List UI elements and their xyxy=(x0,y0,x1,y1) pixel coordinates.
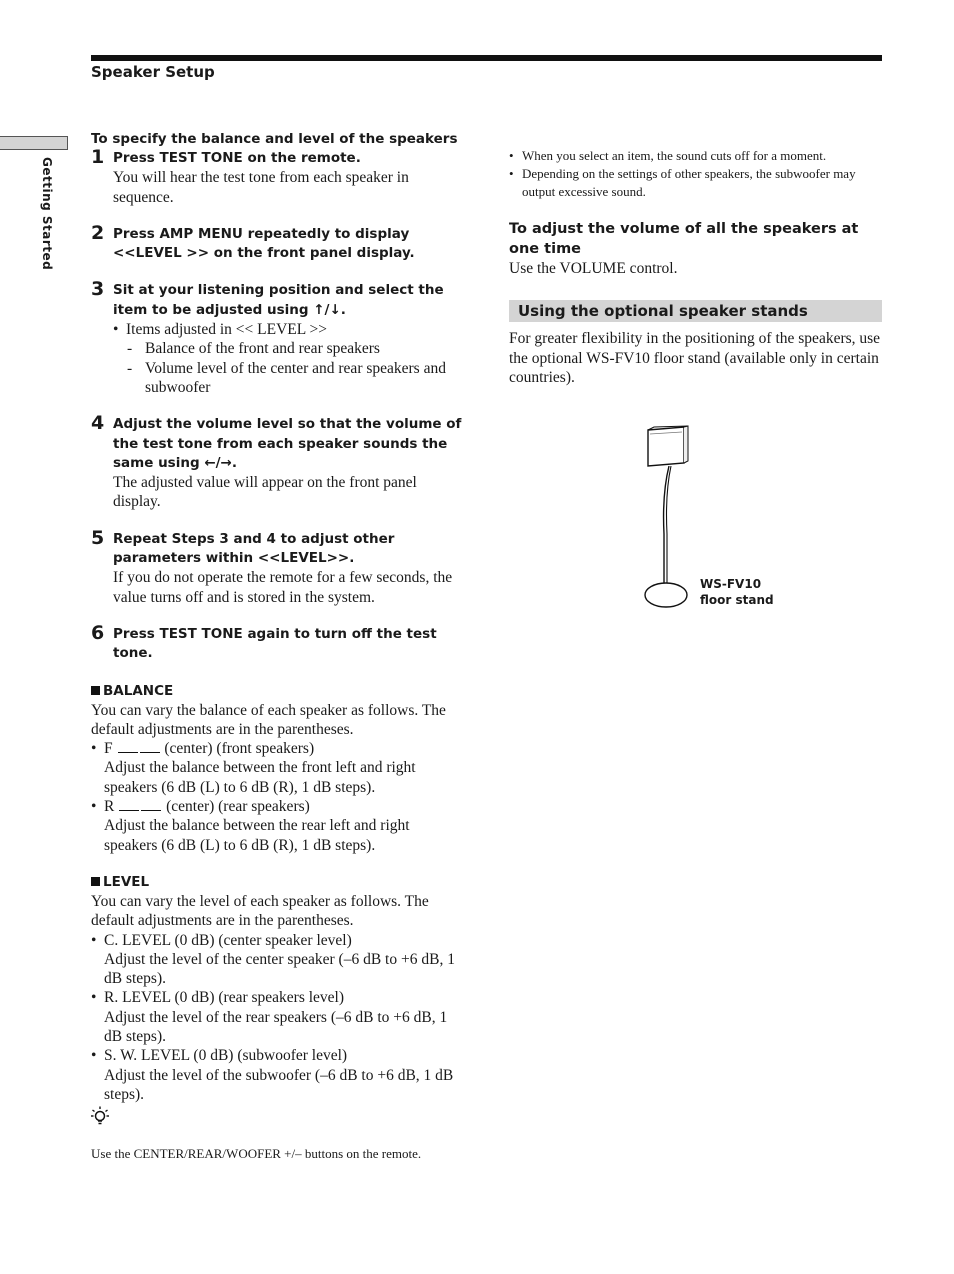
figure-label: WS-FV10 floor stand xyxy=(700,577,774,607)
square-bullet-icon xyxy=(91,877,100,886)
tip-text: Use the CENTER/REAR/WOOFER +/– buttons on the remote. xyxy=(91,1146,422,1161)
step-body: If you do not operate the remote for a few seconds, the value turns off and is stored in the system. xyxy=(113,569,453,606)
step-1 xyxy=(91,146,466,207)
step-body: The adjusted value will appear on the front panel display. xyxy=(113,474,417,511)
stands-body: For greater flexibility in the positioning of the speakers, use the optional WS-FV10 floor stand (available only in certain countries). xyxy=(509,330,881,386)
step-heading: Sit at your listening position and select the item to be adjusted using ↑/↓. xyxy=(113,282,444,318)
note-item: • Depending on the settings of other speakers, the subwoofer may output excessive sound. xyxy=(509,166,856,199)
right-column xyxy=(509,147,882,387)
list-item: • C. LEVEL (0 dB) (center speaker level) Adjust the level of the center speaker (–6 dB to +6 dB, 1 dB steps). xyxy=(91,931,455,988)
step-number: 6 xyxy=(91,621,105,644)
list-item: • Items adjusted in << LEVEL >> xyxy=(113,321,327,339)
volume-body: Use the VOLUME control. xyxy=(509,260,678,277)
list-item: • F (center) (front speakers) Adjust the balance between the front left and right speakers (6 dB (L) to 6 dB (R), 1 dB steps). xyxy=(91,740,416,796)
note-item: • When you select an item, the sound cuts off for a moment. xyxy=(509,148,827,163)
step-number: 4 xyxy=(91,412,105,435)
top-rule xyxy=(91,55,882,61)
stands-section-title: Using the optional speaker stands xyxy=(509,300,882,322)
volume-heading: To adjust the volume of all the speakers at one time xyxy=(509,221,859,257)
left-column xyxy=(91,130,466,1104)
step-heading: Press AMP MENU repeatedly to display <<LEVEL >> on the front panel display. xyxy=(113,225,415,262)
list-item: • S. W. LEVEL (0 dB) (subwoofer level) Adjust the level of the subwoofer (–6 dB to +6 dB, 1 dB steps). xyxy=(91,1047,454,1103)
list-item: - Volume level of the center and rear speakers and subwoofer xyxy=(127,359,446,396)
level-title: LEVEL xyxy=(91,873,466,892)
floor-stand-illustration xyxy=(640,424,700,614)
section-title: Speaker Setup xyxy=(91,63,215,81)
step-heading: Repeat Steps 3 and 4 to adjust other parameters within <<LEVEL>>. xyxy=(113,530,395,567)
step-3 xyxy=(91,278,466,397)
step-number: 5 xyxy=(91,526,105,549)
list-item: - Balance of the front and rear speakers xyxy=(127,340,380,358)
balance-title: BALANCE xyxy=(91,682,466,701)
square-bullet-icon xyxy=(91,686,100,695)
step-2 xyxy=(91,221,466,264)
step-number: 3 xyxy=(91,278,105,301)
step-4 xyxy=(91,412,466,511)
side-label: Getting Started xyxy=(40,157,54,271)
tip-lightbulb-icon xyxy=(90,1105,110,1129)
balance-level-heading: To specify the balance and level of the speakers xyxy=(91,131,458,147)
list-item: • R. LEVEL (0 dB) (rear speakers level) Adjust the level of the rear speakers (–6 dB to +6 dB, 1 dB steps). xyxy=(91,989,448,1045)
step-5 xyxy=(91,526,466,607)
step-heading: Adjust the volume level so that the volume of the test tone from each speaker sounds the same using ←/→. xyxy=(113,416,462,471)
level-intro: You can vary the level of each speaker as follows. The default adjustments are in the parentheses. xyxy=(91,892,429,930)
step-heading: Press TEST TONE on the remote. xyxy=(113,150,361,166)
list-item: • R (center) (rear speakers) Adjust the balance between the rear left and right speakers (6 dB (L) to 6 dB (R), 1 dB steps). xyxy=(91,798,410,854)
step-body: You will hear the test tone from each speaker in sequence. xyxy=(113,169,409,206)
balance-intro: You can vary the balance of each speaker as follows. The default adjustments are in the parentheses. xyxy=(91,701,446,738)
side-tab-marker xyxy=(0,136,68,150)
step-number: 1 xyxy=(91,146,105,168)
step-6 xyxy=(91,621,466,664)
step-heading: Press TEST TONE again to turn off the test tone. xyxy=(113,625,437,662)
step-number: 2 xyxy=(91,221,105,244)
